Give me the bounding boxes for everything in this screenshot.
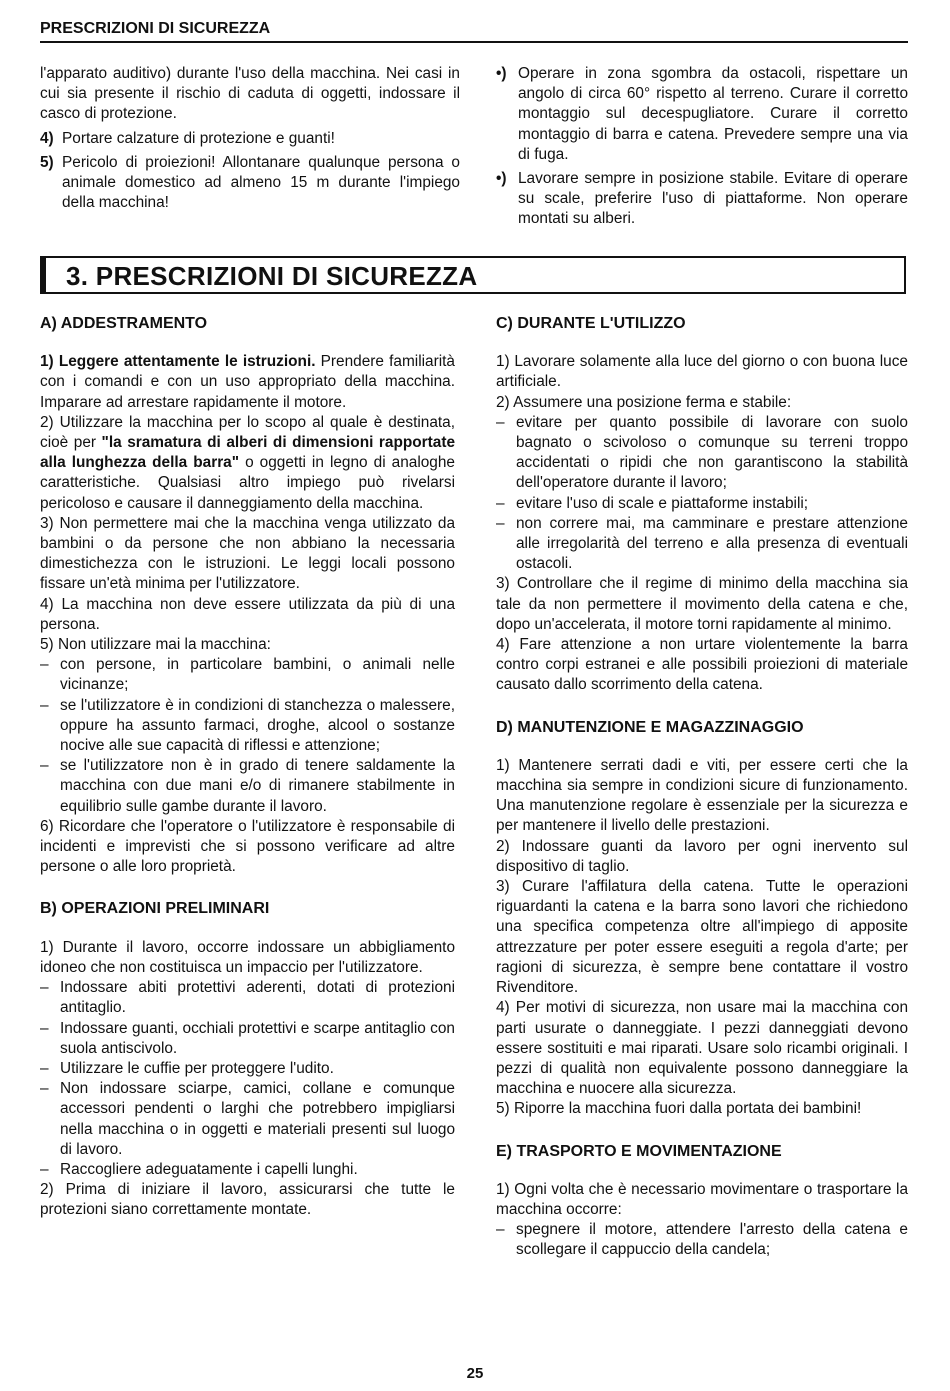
paragraph: 2) Prima di iniziare il lavoro, assicurarsi che tutte le protezioni siano correttamente montate. xyxy=(40,1181,455,1219)
paragraph: 5) Riporre la macchina fuori dalla portata dei bambini! xyxy=(496,1100,862,1118)
paragraph: 5) Non utilizzare mai la macchina: xyxy=(40,636,271,654)
paragraph: 2) Assumere una posizione ferma e stabile: xyxy=(496,393,792,411)
running-header: PRESCRIZIONI DI SICUREZZA xyxy=(40,20,908,43)
paragraph: 4) Per motivi di sicurezza, non usare mai la macchina con parti usurate o danneggiate. I pezzi danneggiati devono essere sostituiti e mai riparati. Usare solo ricambi originali. I pezzi di qualità non equivalente possono danneggiare la macchina e nuocere alla sicurezza. xyxy=(496,999,908,1098)
paragraph: 1) Durante il lavoro, occorre indossare un abbigliamento idoneo che non costituisca un impaccio per l'utilizzatore. xyxy=(40,938,455,976)
paragraph: l'apparato auditivo) durante l'uso della macchina. Nei casi in cui sia presente il rischio di caduta di oggetti, indossare il casco di protezione. xyxy=(40,65,460,123)
left-column xyxy=(40,314,455,1221)
section-title-box xyxy=(40,256,906,294)
top-left-column xyxy=(40,64,460,213)
list-item: – evitare per quanto possibile di lavorare con suolo bagnato o scivoloso o comunque su terreni troppo accidentati o ripidi che non garantiscono la stabilità dell'operatore durante il lavoro; xyxy=(496,413,908,492)
right-column xyxy=(496,314,908,1261)
list-item: – Utilizzare le cuffie per proteggere l'udito. xyxy=(40,1059,334,1077)
list-item: – con persone, in particolare bambini, o animali nelle vicinanze; xyxy=(40,656,455,694)
list-item: – non correre mai, ma camminare e prestare attenzione alle irregolarità del terreno e alla presenza di eventuali ostacoli. xyxy=(496,514,908,573)
paragraph: 4) Fare attenzione a non urtare violentemente la barra contro corpi estranei e alle possibili proiezioni di materiale causato dallo scorrimento della catena. xyxy=(496,636,908,694)
paragraph: 1) Lavorare solamente alla luce del giorno o con buona luce artificiale. xyxy=(496,353,908,391)
page-number: 25 xyxy=(466,1365,484,1382)
subsection-title-a: A) ADDESTRAMENTO xyxy=(40,315,208,332)
top-right-column xyxy=(496,64,908,230)
paragraph: 2) Indossare guanti da lavoro per ogni inervento sul dispositivo di taglio. xyxy=(496,837,908,875)
paragraph: 3) Curare l'affilatura della catena. Tutte le operazioni riguardanti la catena e la barra sono lavori che richiedono una specifica competenza oltre all'impiego di apposite attrezzature per poter essere eseguiti a regola d'arte; per ragioni di sicurezza, è sempre bene contattare il vostro Rivenditore. xyxy=(496,878,908,997)
list-item: – evitare l'uso di scale e piattaforme instabili; xyxy=(496,494,809,512)
paragraph: 3) Controllare che il regime di minimo della macchina sia tale da non permettere il movimento della catena e che, dopo un'accelerata, il motore torni rapidamente al minimo. xyxy=(496,575,908,633)
paragraph: 1) Leggere attentamente le istruzioni. Prendere familiarità con i comandi e con un uso appropriato della macchina. Imparare ad arrestare rapidamente il motore. xyxy=(40,353,455,411)
list-item: – Indossare guanti, occhiali protettivi e scarpe antitaglio con suola antiscivolo. xyxy=(40,1019,455,1057)
paragraph: 4) La macchina non deve essere utilizzata da più di una persona. xyxy=(40,595,455,633)
paragraph: 3) Non permettere mai che la macchina venga utilizzato da bambini o da persone che non abbiano la necessaria dimestichezza con le istruzioni. Le leggi locali possono fissare un'età minima per l'utilizzatore. xyxy=(40,514,455,593)
list-item: – se l'utilizzatore è in condizioni di stanchezza o malessere, oppure ha assunto farmaci, droghe, alcool o sostanze nocive alle sue capacità di riflessi e attenzione; xyxy=(40,696,455,755)
subsection-title-c: C) DURANTE L'UTILIZZO xyxy=(496,315,686,332)
paragraph: 2) Utilizzare la macchina per lo scopo al quale è destinata, cioè per "la sramatura di alberi di dimensioni rapportate alla lunghezza della barra" o oggetti in legno di analoghe caratteristiche. Qualsiasi altro impiego può rivelarsi pericoloso e causare il danneggiamento della macchina. xyxy=(40,413,456,512)
list-item: – Indossare abiti protettivi aderenti, dotati di protezioni antitaglio. xyxy=(40,979,455,1017)
list-item: 4) Portare calzature di protezione e guanti! xyxy=(40,129,335,147)
paragraph: 1) Mantenere serrati dadi e viti, per essere certi che la macchina sia sempre in condizioni sicure di funzionamento. Una manutenzione regolare è essenziale per la sicurezza e per mantenere il livello delle prestazioni. xyxy=(496,756,908,835)
list-item: – se l'utilizzatore non è in grado di tenere saldamente la macchina con due mani e/o di rimanere stabilmente in equilibrio sulle gambe durante il lavoro. xyxy=(40,757,455,815)
list-item: 5) Pericolo di proiezioni! Allontanare qualunque persona o animale domestico ad almeno 15 m durante l'impiego della macchina! xyxy=(40,153,460,212)
list-item: •) Lavorare sempre in posizione stabile. Evitare di operare su scale, preferire l'uso di piattaforme. Non operare montati su alberi. xyxy=(496,170,908,228)
list-item: •) Operare in zona sgombra da ostacoli, rispettare un angolo di circa 60° rispetto al terreno. Curare il corretto montaggio sul decespugliatore. Curare il corretto montaggio di barra e catena. Prevedere sempre una via di fuga. xyxy=(496,65,908,163)
paragraph: 1) Ogni volta che è necessario movimentare o trasportare la macchina occorre: xyxy=(496,1180,908,1218)
paragraph: 6) Ricordare che l'operatore o l'utilizzatore è responsabile di incidenti e imprevisti che si possono verificare ad altre persone o alle loro proprietà. xyxy=(40,817,455,876)
section-title: 3. PRESCRIZIONI DI SICUREZZA xyxy=(66,261,478,291)
subsection-title-d: D) MANUTENZIONE E MAGAZZINAGGIO xyxy=(496,718,804,736)
subsection-title-b: B) OPERAZIONI PRELIMINARI xyxy=(40,900,270,918)
list-item: – Non indossare sciarpe, camici, collane e comunque accessori pendenti o larghi che potrebbero impigliarsi nella macchina o in oggetti e materiali presenti sul luogo di lavoro. xyxy=(40,1080,455,1158)
subsection-title-e: E) TRASPORTO E MOVIMENTAZIONE xyxy=(496,1142,782,1160)
list-item: – spegnere il motore, attendere l'arresto della catena e scollegare il cappuccio della candela; xyxy=(496,1221,908,1259)
list-item: – Raccogliere adeguatamente i capelli lunghi. xyxy=(40,1160,358,1178)
